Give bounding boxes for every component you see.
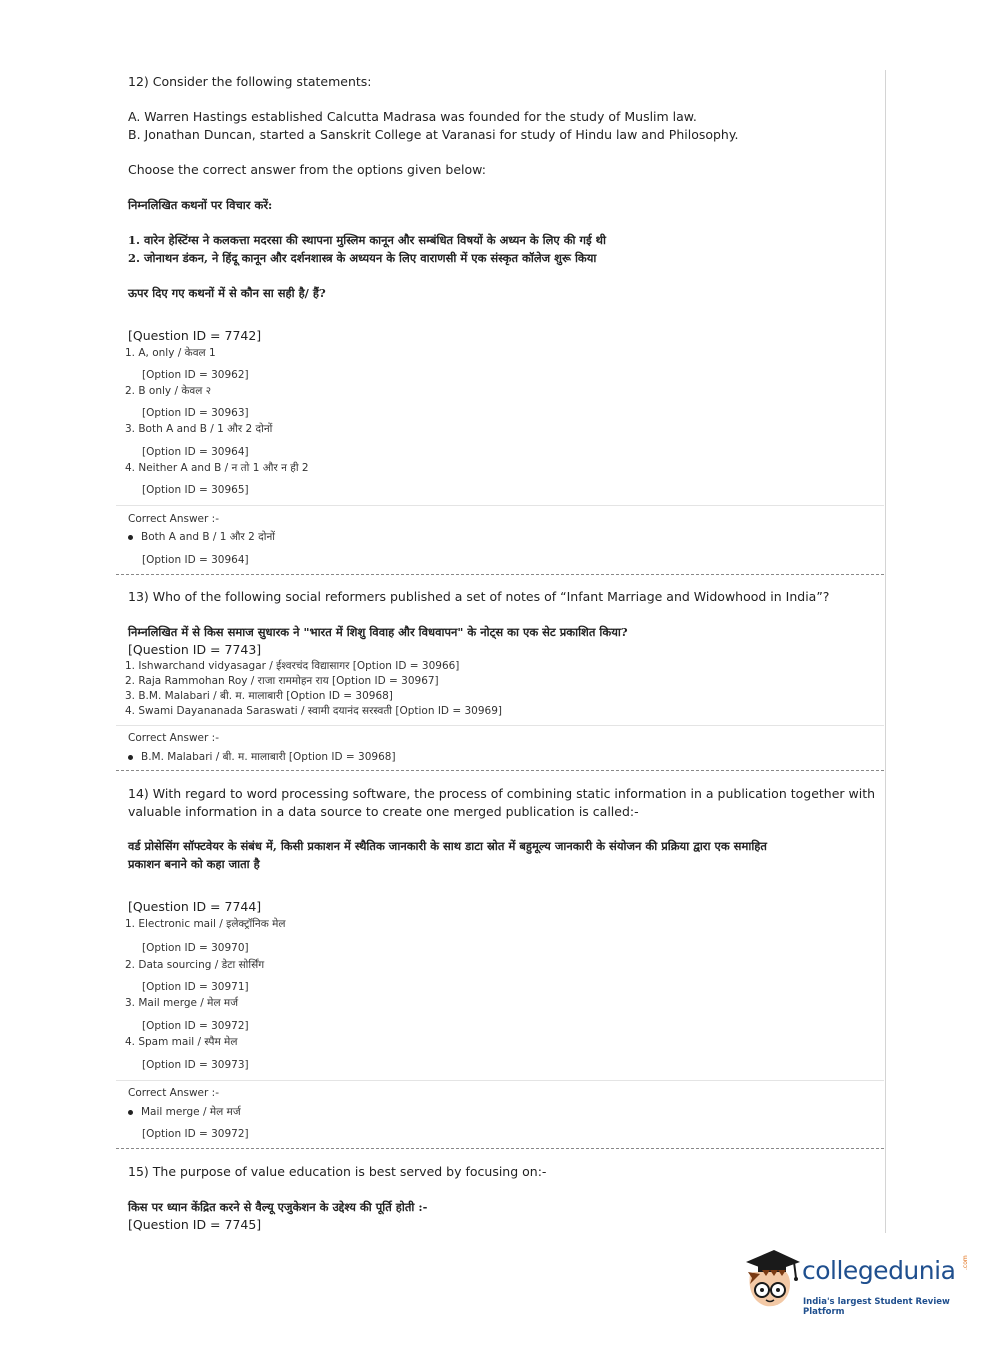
q12-option-2-id: [Option ID = 30963] [142, 407, 249, 419]
q15-question-id: [Question ID = 7745] [128, 1217, 262, 1232]
q13-hindi-question: निम्नलिखित में से किस समाज सुधारक ने "भारत में शिशु विवाह और विधवापन" के नोट्स का एक सेट प्रकाशित किया? [128, 625, 628, 639]
q14-correct-answer-label: Correct Answer :- [128, 1087, 219, 1099]
q14-option-4-id: [Option ID = 30973] [142, 1059, 249, 1071]
q13-option-2: 2. Raja Rammohan Roy / राजा राममोहन राय [Option ID = 30967] [125, 675, 439, 687]
q13-option-1: 1. Ishwarchand vidyasagar / ईश्वरचंद विद्यासागर [Option ID = 30966] [125, 660, 460, 672]
q12-correct-answer-id: [Option ID = 30964] [142, 554, 249, 566]
bullet-icon [128, 755, 133, 760]
question-separator [116, 574, 884, 575]
q13-correct-answer-label: Correct Answer :- [128, 732, 219, 744]
q14-option-2: 2. Data sourcing / डेटा सोर्सिंग [125, 959, 265, 971]
q14-option-3: 3. Mail merge / मेल मर्ज [125, 997, 238, 1009]
q12-correct-answer-label: Correct Answer :- [128, 513, 219, 525]
q12-hindi-statement-1: 1. वारेन हेस्टिंग्स ने कलकत्ता मदरसा की स्थापना मुस्लिम कानून और सम्बंधित विषयों के अध्यन के लिए की गई थी [128, 233, 606, 247]
q12-hindi-instruction: ऊपर दिए गए कथनों में से कौन सा सही है/ हैं? [128, 286, 326, 300]
q12-option-3-id: [Option ID = 30964] [142, 446, 249, 458]
brand-tagline: India's largest Student Review Platform [803, 1297, 950, 1317]
divider [116, 505, 884, 506]
divider [116, 1080, 884, 1081]
q12-hindi-statement-2: 2. जोनाथन डंकन, ने हिंदू कानून और दर्शनशास्त्र के अध्ययन के लिए वाराणसी में एक संस्कृत कॉलेज शुरू किया [128, 251, 597, 265]
question-separator [116, 770, 884, 771]
q14-hindi-line-2: प्रकाशन बनाने को कहा जाता है [128, 857, 260, 871]
q13-option-3: 3. B.M. Malabari / बी. म. मालाबारी [Option ID = 30968] [125, 690, 393, 702]
q12-hindi-intro: निम्नलिखित कथनों पर विचार करें: [128, 198, 273, 212]
q12-statement-b: B. Jonathan Duncan, started a Sanskrit College at Varanasi for study of Hindu law and Philosophy. [128, 127, 739, 142]
q12-correct-answer-text: Both A and B / 1 और 2 दोनों [141, 531, 276, 543]
q14-option-1-id: [Option ID = 30970] [142, 942, 249, 954]
q12-correct-answer [128, 530, 275, 544]
divider [116, 725, 884, 726]
q14-question-id: [Question ID = 7744] [128, 899, 262, 914]
q14-option-3-id: [Option ID = 30972] [142, 1020, 249, 1032]
q14-option-4: 4. Spam mail / स्पैम मेल [125, 1036, 238, 1048]
q12-statement-a: A. Warren Hastings established Calcutta Madrasa was founded for the study of Muslim law. [128, 109, 697, 124]
question-14-line-2: valuable information in a data source to create one merged publication is called:- [128, 804, 639, 819]
bullet-icon [128, 1110, 133, 1115]
q13-question-id: [Question ID = 7743] [128, 642, 262, 657]
student-mascot-icon [740, 1248, 802, 1312]
q12-question-id: [Question ID = 7742] [128, 328, 262, 343]
question-14-line-1: 14) With regard to word processing software, the process of combining static information in a publication together with [128, 786, 876, 801]
q12-option-3: 3. Both A and B / 1 और 2 दोनों [125, 423, 273, 435]
q13-correct-answer [128, 750, 396, 764]
q14-correct-answer-text: Mail merge / मेल मर्ज [141, 1106, 241, 1118]
q12-option-1: 1. A, only / केवल 1 [125, 347, 216, 359]
q14-option-2-id: [Option ID = 30971] [142, 981, 249, 993]
brand-domain: .com [962, 1255, 969, 1270]
collegedunia-logo [740, 1248, 970, 1318]
q14-hindi-line-1: वर्ड प्रोसेसिंग सॉफ्टवेयर के संबंध में, किसी प्रकाशन में स्थैतिक जानकारी के साथ डाटा स्रोत में बहुमूल्य जानकारी के संयोजन की प्रक्रिया द्वारा एक समाहित [128, 839, 767, 853]
question-12-text: 12) Consider the following statements: [128, 74, 372, 89]
q12-instruction: Choose the correct answer from the options given below: [128, 162, 486, 177]
question-separator [116, 1148, 884, 1149]
q14-correct-answer-id: [Option ID = 30972] [142, 1128, 249, 1140]
q12-option-4-id: [Option ID = 30965] [142, 484, 249, 496]
brand-name: collegedunia [802, 1256, 956, 1285]
q13-option-4: 4. Swami Dayananada Saraswati / स्वामी दयानंद सरस्वती [Option ID = 30969] [125, 705, 502, 717]
question-13-text: 13) Who of the following social reformers published a set of notes of “Infant Marriage and Widowhood in India”? [128, 589, 830, 604]
question-15-text: 15) The purpose of value education is best served by focusing on:- [128, 1164, 547, 1179]
bullet-icon [128, 535, 133, 540]
q15-hindi-question: किस पर ध्यान केंद्रित करने से वैल्यू एजुकेशन के उद्देश्य की पूर्ति होती :- [128, 1200, 428, 1214]
q12-option-1-id: [Option ID = 30962] [142, 369, 249, 381]
q14-correct-answer [128, 1105, 241, 1119]
q12-option-4: 4. Neither A and B / न तो 1 और न ही 2 [125, 462, 309, 474]
q13-correct-answer-text: B.M. Malabari / बी. म. मालाबारी [Option ID = 30968] [141, 751, 396, 763]
q14-option-1: 1. Electronic mail / इलेक्ट्रॉनिक मेल [125, 918, 286, 930]
q12-option-2: 2. B only / केवल २ [125, 385, 212, 397]
